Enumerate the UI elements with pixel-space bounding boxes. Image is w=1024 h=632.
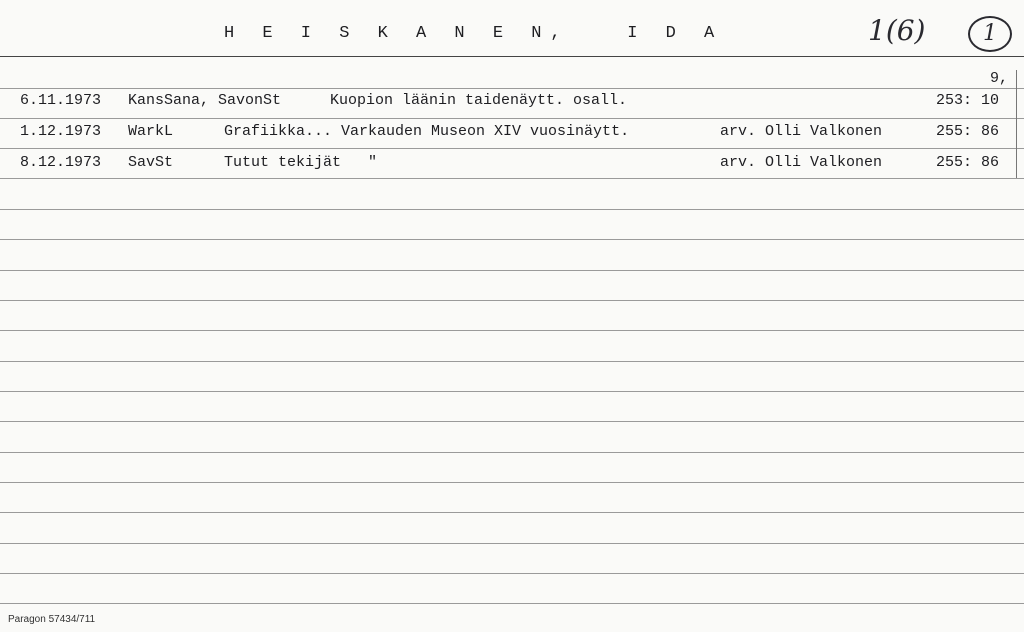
ruled-line (0, 178, 1024, 179)
entry-description: Grafiikka... Varkauden Museon XIV vuosinäytt. (224, 123, 630, 140)
entry-reviewer: arv. Olli Valkonen (720, 123, 883, 140)
ruled-line (0, 573, 1024, 574)
entry-source: WarkL (128, 123, 174, 140)
ruled-line (0, 421, 1024, 422)
ruled-line (0, 88, 1024, 89)
entry-source: KansSana, SavonSt (128, 92, 282, 109)
ruled-line (0, 118, 1024, 119)
entry-date: 8.12.1973 (20, 154, 102, 171)
handwritten-card-count: 1(6) (868, 14, 926, 47)
entry-reviewer: arv. Olli Valkonen (720, 154, 883, 171)
ruled-line (0, 361, 1024, 362)
entry-date: 1.12.1973 (20, 123, 102, 140)
entry-code: 255: 86 (936, 154, 1000, 171)
page-number-top: 9, (990, 70, 1009, 87)
ruled-line (0, 270, 1024, 271)
ruled-line (0, 482, 1024, 483)
ruled-line (0, 148, 1024, 149)
entry-description: Tutut tekijät " (224, 154, 378, 171)
entry-date: 6.11.1973 (20, 92, 102, 109)
ruled-line (0, 543, 1024, 544)
margin-rule (1016, 70, 1017, 178)
entry-source: SavSt (128, 154, 174, 171)
ruled-line (0, 209, 1024, 210)
entry-code: 255: 86 (936, 123, 1000, 140)
ruled-line (0, 330, 1024, 331)
ruled-line (0, 239, 1024, 240)
printer-mark: Paragon 57434/711 (8, 614, 96, 625)
header-rule (0, 56, 1024, 57)
entry-description: Kuopion läänin taidenäytt. osall. (330, 92, 628, 109)
card-title-name: H E I S K A N E N, I D A (224, 24, 724, 43)
ruled-line (0, 452, 1024, 453)
ruled-line (0, 300, 1024, 301)
ruled-line (0, 603, 1024, 604)
handwritten-circled-number: 1 (968, 16, 1012, 52)
ruled-line (0, 391, 1024, 392)
ruled-line (0, 512, 1024, 513)
entry-code: 253: 10 (936, 92, 1000, 109)
